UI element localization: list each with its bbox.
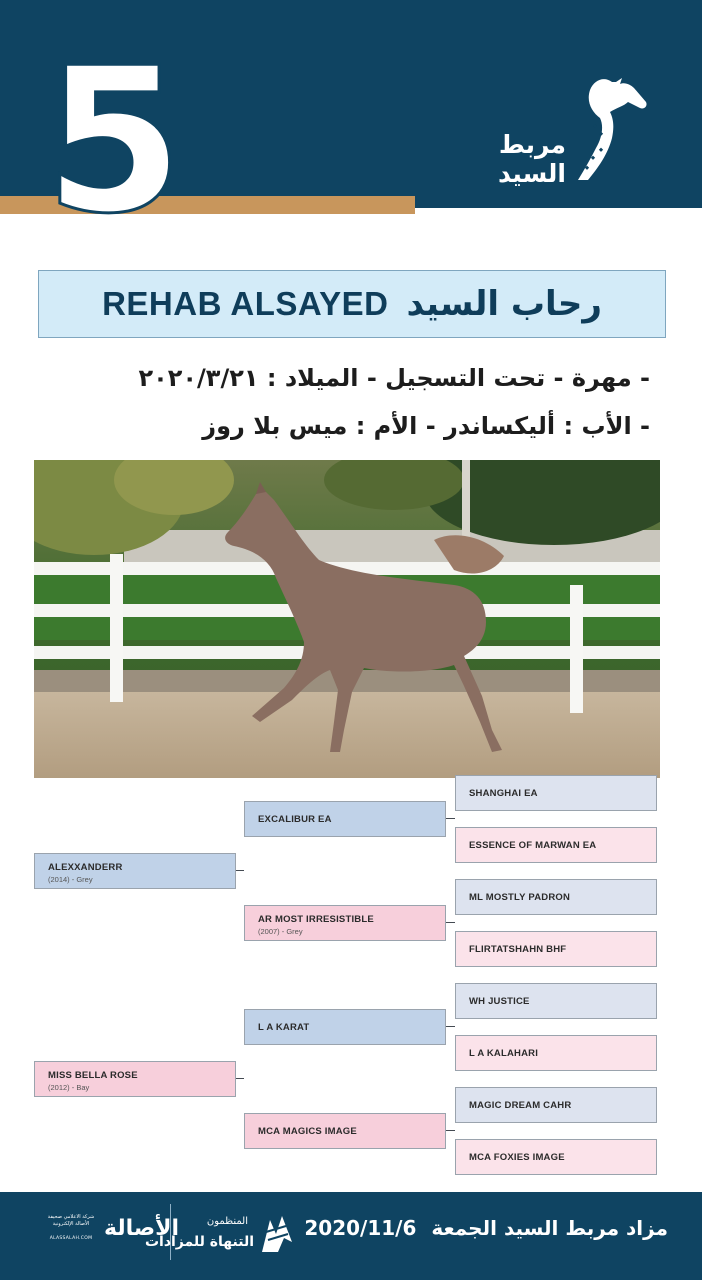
pedigree-sire-name: ALEXXANDERR	[48, 862, 123, 873]
pedigree-dam-sire-name: L A KARAT	[258, 1022, 310, 1033]
pedigree-dam-sire	[244, 1009, 446, 1045]
pedigree-sire-details: (2014) - Grey	[48, 875, 93, 884]
pedigree-dam-name: MISS BELLA ROSE	[48, 1070, 138, 1081]
pedigree-line	[446, 1130, 455, 1131]
auction-date-line	[296, 1216, 668, 1240]
pedigree-gen3-entry	[455, 931, 657, 967]
pedigree-gen3-name: FLIRTATSHAHN BHF	[469, 944, 567, 955]
pedigree-gen3-entry	[455, 1035, 657, 1071]
horse-name-ar: رحاب السيد	[406, 284, 602, 324]
pedigree-gen3-entry	[455, 983, 657, 1019]
pedigree-gen3-entry	[455, 827, 657, 863]
pedigree-dam-dam	[244, 1113, 446, 1149]
pedigree-line	[236, 1078, 244, 1079]
pedigree-gen3-name: WH JUSTICE	[469, 996, 530, 1007]
sponsor-name: الأصالة	[104, 1216, 180, 1241]
auction-day: الجمعة	[431, 1216, 497, 1240]
pedigree-sire-dam-details: (2007) - Grey	[258, 927, 303, 936]
pedigree-sire	[34, 853, 236, 889]
pedigree-gen3-name: SHANGHAI EA	[469, 788, 538, 799]
sponsor-logo	[40, 1208, 180, 1258]
auction-date: 2020/11/6	[304, 1216, 417, 1240]
pedigree-gen3-name: ESSENCE OF MARWAN EA	[469, 840, 597, 851]
pedigree-gen3-entry	[455, 1087, 657, 1123]
pedigree-sire-sire-name: EXCALIBUR EA	[258, 814, 332, 825]
horse-photo	[34, 460, 660, 778]
sponsor-website: ALASSALAH.COM	[49, 1236, 93, 1241]
horse-title-box	[38, 270, 666, 338]
pedigree-gen3-entry	[455, 1139, 657, 1175]
pedigree-dam-dam-name: MCA MAGICS IMAGE	[258, 1126, 357, 1137]
pedigree-gen3-entry	[455, 879, 657, 915]
pedigree-line	[446, 818, 455, 819]
pedigree-gen3-name: ML MOSTLY PADRON	[469, 892, 571, 903]
horse-info-line-1: - مهرة - تحت التسجيل - الميلاد : ٢٠٢٠/٣/٢١	[138, 364, 650, 392]
horse-name-en: REHAB ALSAYED	[102, 285, 389, 322]
organizer-emblem-icon	[256, 1212, 298, 1256]
pedigree-line	[446, 1026, 455, 1027]
pedigree-sire-dam-name: AR MOST IRRESISTIBLE	[258, 914, 374, 925]
pedigree-sire-sire	[244, 801, 446, 837]
organizer-name: التنهاة للمزادات	[144, 1234, 254, 1250]
horse-head-icon	[564, 72, 654, 184]
pedigree-gen3-name: MAGIC DREAM CAHR	[469, 1100, 572, 1111]
footer-banner	[0, 1192, 702, 1280]
pedigree-gen3-name: MCA FOXIES IMAGE	[469, 1152, 565, 1163]
logo-text: مربط السيد	[497, 130, 566, 188]
lot-number: 5	[44, 25, 178, 258]
pedigree-dam-details: (2012) - Bay	[48, 1083, 90, 1092]
pedigree-line	[236, 870, 244, 871]
horse-info-line-2: - الأب : أليكساندر - الأم : ميس بلا روز	[202, 412, 650, 440]
auction-title: مزاد مربط السيد	[503, 1216, 668, 1240]
organizer-logo	[144, 1204, 298, 1264]
pedigree-gen3-entry	[455, 775, 657, 811]
pedigree-sire-dam	[244, 905, 446, 941]
pedigree-line	[446, 922, 455, 923]
pedigree-dam	[34, 1061, 236, 1097]
stud-logo	[436, 72, 656, 188]
pedigree-gen3-name: L A KALAHARI	[469, 1048, 539, 1059]
organizer-label: المنظمون	[206, 1216, 248, 1227]
sponsor-caption: شركة الاعلامي صحيفة الأصالة الإلكترونية	[47, 1214, 95, 1227]
